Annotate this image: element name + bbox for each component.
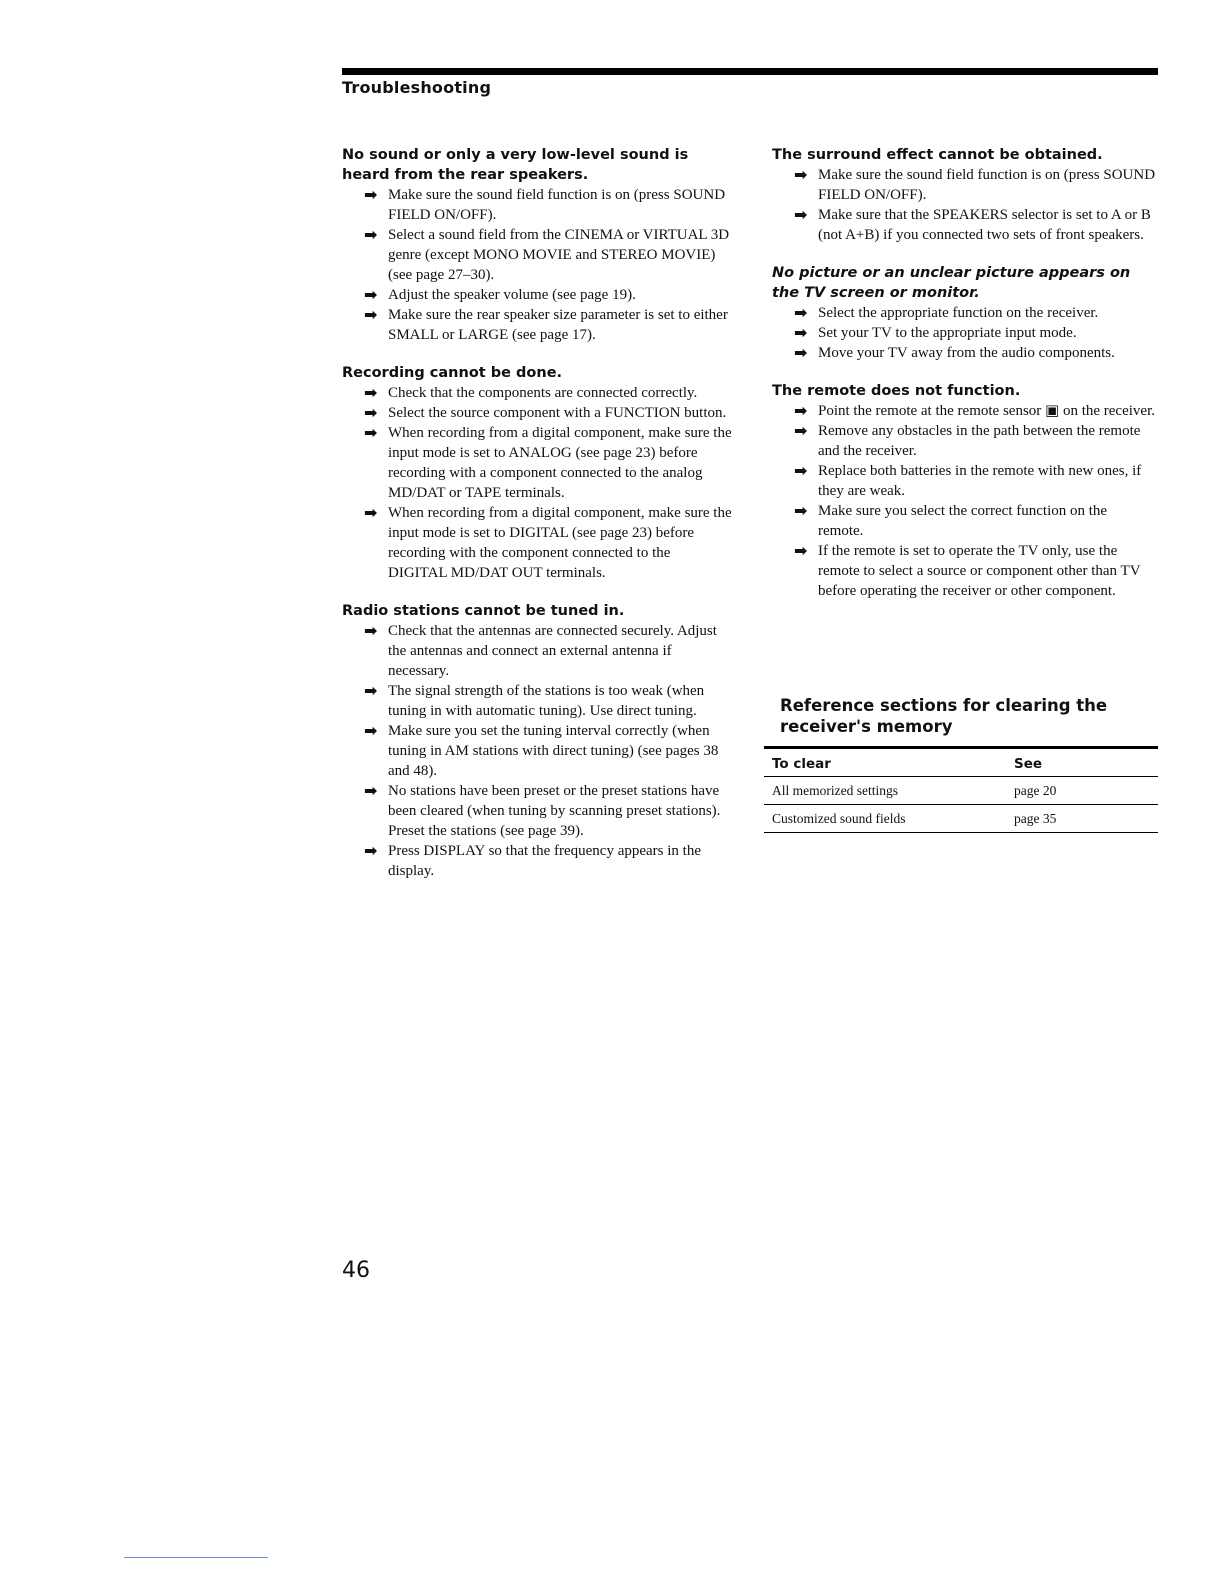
reference-title: Reference sections for clearing the receiver's memory bbox=[780, 696, 1108, 736]
arrow-icon: ➡ bbox=[364, 383, 378, 402]
trouble-heading: The remote does not function. bbox=[772, 383, 1021, 399]
item-text: Make sure the sound field function is on (press SOUND FIELD ON/OFF). bbox=[818, 167, 1156, 203]
list-item bbox=[772, 501, 1156, 541]
list-item bbox=[772, 421, 1156, 461]
item-text: Make sure the rear speaker size parameter is set to either SMALL or LARGE (see page 17). bbox=[388, 307, 728, 343]
trouble-block-surround bbox=[772, 145, 1156, 245]
list-item bbox=[342, 841, 732, 881]
item-text: Set your TV to the appropriate input mode. bbox=[818, 325, 1077, 341]
arrow-icon: ➡ bbox=[364, 185, 378, 204]
item-text: When recording from a digital component, make sure the input mode is set to DIGITAL (see page 23) before recording with the component connected to the DIGITAL MD/DAT OUT terminals. bbox=[388, 505, 732, 581]
trouble-block-remote bbox=[772, 381, 1156, 601]
list-item bbox=[772, 461, 1156, 501]
list-item bbox=[342, 225, 732, 285]
arrow-icon: ➡ bbox=[364, 503, 378, 522]
list-item bbox=[342, 721, 732, 781]
item-text: The signal strength of the stations is too weak (when tuning in with automatic tuning). Use direct tuning. bbox=[388, 683, 705, 719]
item-text: Make sure that the SPEAKERS selector is set to A or B (not A+B) if you connected two sets of front speakers. bbox=[818, 207, 1151, 243]
page-number: 46 bbox=[342, 1258, 370, 1283]
left-column bbox=[342, 145, 732, 899]
table-row bbox=[764, 777, 1158, 805]
item-text: Move your TV away from the audio components. bbox=[818, 345, 1115, 361]
arrow-icon: ➡ bbox=[364, 841, 378, 860]
list-item bbox=[772, 303, 1156, 323]
item-text: Select a sound field from the CINEMA or VIRTUAL 3D genre (except MONO MOVIE and STEREO MOVIE) (see page 27–30). bbox=[388, 227, 730, 283]
column-header-see: See bbox=[1006, 748, 1158, 777]
trouble-heading: The surround effect cannot be obtained. bbox=[772, 147, 1103, 163]
section-title: Troubleshooting bbox=[342, 78, 492, 97]
arrow-icon: ➡ bbox=[364, 681, 378, 700]
table-row bbox=[764, 805, 1158, 833]
table-cell: page 35 bbox=[1006, 805, 1158, 833]
list-item bbox=[342, 383, 732, 403]
reference-table bbox=[764, 746, 1158, 833]
list-item bbox=[342, 285, 732, 305]
list-item bbox=[342, 185, 732, 225]
item-text: Check that the antennas are connected securely. Adjust the antennas and connect an external antenna if necessary. bbox=[388, 623, 717, 679]
arrow-icon: ➡ bbox=[794, 205, 808, 224]
item-text: Press DISPLAY so that the frequency appears in the display. bbox=[388, 843, 701, 879]
header-rule bbox=[342, 68, 1158, 75]
arrow-icon: ➡ bbox=[364, 403, 378, 422]
trouble-heading: Recording cannot be done. bbox=[342, 365, 563, 381]
table-cell: Customized sound fields bbox=[764, 805, 1006, 833]
list-item bbox=[342, 781, 732, 841]
column-header-to-clear: To clear bbox=[764, 748, 1006, 777]
arrow-icon: ➡ bbox=[794, 461, 808, 480]
list-item bbox=[342, 681, 732, 721]
trouble-block-radio bbox=[342, 601, 732, 881]
list-item bbox=[772, 401, 1156, 421]
arrow-icon: ➡ bbox=[794, 303, 808, 322]
trouble-heading: No sound or only a very low-level sound is heard from the rear speakers. bbox=[342, 147, 689, 183]
item-text: No stations have been preset or the preset stations have been cleared (when tuning by scanning preset stations). Preset the stations (see page 39). bbox=[388, 783, 721, 839]
table-header-row bbox=[764, 748, 1158, 777]
item-text: Point the remote at the remote sensor ▣ on the receiver. bbox=[818, 403, 1155, 419]
table-cell: All memorized settings bbox=[764, 777, 1006, 805]
arrow-icon: ➡ bbox=[364, 305, 378, 324]
list-item bbox=[342, 621, 732, 681]
list-item bbox=[772, 323, 1156, 343]
arrow-icon: ➡ bbox=[364, 621, 378, 640]
list-item bbox=[342, 503, 732, 583]
footer-divider bbox=[124, 1557, 268, 1558]
item-text: Make sure you select the correct function on the remote. bbox=[818, 503, 1108, 539]
item-text: When recording from a digital component, make sure the input mode is set to ANALOG (see page 23) before recording with a component connected to the analog MD/DAT or TAPE terminals. bbox=[388, 425, 732, 501]
list-item bbox=[772, 165, 1156, 205]
arrow-icon: ➡ bbox=[794, 421, 808, 440]
list-item bbox=[772, 343, 1156, 363]
item-text: Replace both batteries in the remote with new ones, if they are weak. bbox=[818, 463, 1142, 499]
table-cell: page 20 bbox=[1006, 777, 1158, 805]
list-item bbox=[772, 541, 1156, 601]
trouble-heading: No picture or an unclear picture appears on the TV screen or monitor. bbox=[772, 265, 1131, 301]
trouble-block-rear-speakers bbox=[342, 145, 732, 345]
arrow-icon: ➡ bbox=[794, 501, 808, 520]
item-text: Adjust the speaker volume (see page 19). bbox=[388, 287, 636, 303]
item-text: Make sure the sound field function is on (press SOUND FIELD ON/OFF). bbox=[388, 187, 726, 223]
list-item bbox=[342, 423, 732, 503]
arrow-icon: ➡ bbox=[364, 225, 378, 244]
list-item bbox=[342, 305, 732, 345]
trouble-block-picture bbox=[772, 263, 1156, 363]
arrow-icon: ➡ bbox=[364, 423, 378, 442]
right-column bbox=[772, 145, 1156, 619]
list-item bbox=[772, 205, 1156, 245]
arrow-icon: ➡ bbox=[364, 285, 378, 304]
item-text: Make sure you set the tuning interval correctly (when tuning in AM stations with direct tuning) (see pages 38 and 48). bbox=[388, 723, 719, 779]
arrow-icon: ➡ bbox=[794, 401, 808, 420]
arrow-icon: ➡ bbox=[364, 781, 378, 800]
trouble-heading: Radio stations cannot be tuned in. bbox=[342, 603, 625, 619]
item-text: Select the appropriate function on the receiver. bbox=[818, 305, 1099, 321]
arrow-icon: ➡ bbox=[364, 721, 378, 740]
trouble-block-recording bbox=[342, 363, 732, 583]
item-text: Remove any obstacles in the path between the remote and the receiver. bbox=[818, 423, 1141, 459]
list-item bbox=[342, 403, 732, 423]
arrow-icon: ➡ bbox=[794, 323, 808, 342]
item-text: If the remote is set to operate the TV only, use the remote to select a source or component other than TV before operating the receiver or other component. bbox=[818, 543, 1141, 599]
arrow-icon: ➡ bbox=[794, 165, 808, 184]
item-text: Select the source component with a FUNCTION button. bbox=[388, 405, 727, 421]
arrow-icon: ➡ bbox=[794, 541, 808, 560]
arrow-icon: ➡ bbox=[794, 343, 808, 362]
item-text: Check that the components are connected correctly. bbox=[388, 385, 698, 401]
